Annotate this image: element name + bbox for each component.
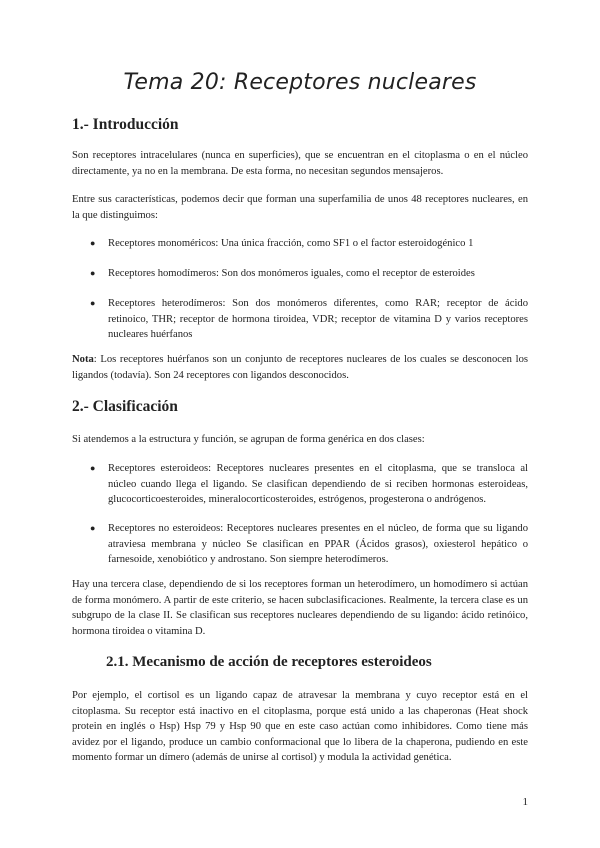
note-paragraph bbox=[72, 352, 528, 383]
list-item bbox=[90, 521, 528, 568]
bullet-icon: ● bbox=[90, 298, 96, 308]
section-heading-introduccion: 1.- Introducción bbox=[72, 116, 179, 133]
bullet-icon: ● bbox=[90, 268, 96, 278]
paragraph-intro-1: Son receptores intracelulares (nunca en superficies), que se encuentran en el citoplasma o en el núcleo directamente, ya no en la membrana. De esta forma, no necesitan segundos mensajeros. bbox=[72, 150, 528, 177]
paragraph-intro-2: Entre sus características, podemos decir que forman una superfamilia de unos 48 receptores nucleares, en la que distinguimos: bbox=[72, 194, 528, 221]
bullet-icon: ● bbox=[90, 238, 96, 248]
list-item bbox=[90, 461, 528, 508]
list-item bbox=[90, 266, 528, 282]
list-item bbox=[90, 236, 528, 252]
bullet-icon: ● bbox=[90, 463, 96, 473]
paragraph-mecanismo-1: Por ejemplo, el cortisol es un ligando capaz de atravesar la membrana y cuyo receptor está en el citoplasma. Su receptor está inactivo en el citoplasma, porque está unido a las chaperonas (Heat shock protein en inglés o Hsp) Hsp 79 y Hsp 90 que en este caso actúan como inhibidores. Como tiene más avidez por el ligando, produce un cambio conformacional que lo libera de la chaperona, pudiendo en este momento formar un dímero (además de unirse al cortisol) y modula la actividad genética. bbox=[72, 690, 528, 764]
list-item-text: Receptores no esteroideos: Receptores nucleares presentes en el núcleo, de forma que su ligando atraviesa membrana y núcleo Se clasifican en PPAR (Ácidos grasos), oxiesterol hepático o farnesoide, xenobiótico y androstano. Son siempre heterodímeros. bbox=[108, 523, 528, 566]
list-item-text: Receptores heterodímeros: Son dos monómeros diferentes, como RAR; receptor de ácido retinoico, THR; receptor de hormona tiroidea, VDR; receptor de vitamina D y varios receptores nucleares huérfanos bbox=[108, 298, 528, 341]
paragraph-clasificacion-2: Hay una tercera clase, dependiendo de si los receptores forman un heterodímero, un homodímero si actúan de forma monómero. A partir de este criterio, se hacen subclasificaciones. Realmente, la tercera clase es un subgrupo de la clase II. Se clasifican sus receptores nucleares dependiendo de su ligando: ácido retinóico, hormona tiroidea o vitamina D. bbox=[72, 579, 528, 637]
page-number: 1 bbox=[522, 796, 528, 808]
page-title: Tema 20: Receptores nucleares bbox=[123, 70, 477, 95]
list-item bbox=[90, 296, 528, 343]
bullet-icon: ● bbox=[90, 523, 96, 533]
section-heading-clasificacion: 2.- Clasificación bbox=[72, 398, 178, 415]
list-item-text: Receptores esteroideos: Receptores nucleares presentes en el citoplasma, que se transloca al núcleo cuando llega el ligando. Se clasifican dependiendo de si reciben hormonas esteroideas, glucocorticoesteroides, mineralocorticosteroides, estrógenos, progesterona o andrógenos. bbox=[108, 463, 528, 506]
note-label: Nota bbox=[72, 354, 94, 365]
list-item-text: Receptores monoméricos: Una única fracción, como SF1 o el factor esteroidogénico 1 bbox=[108, 238, 474, 249]
subsection-heading-mecanismo: 2.1. Mecanismo de acción de receptores esteroideos bbox=[106, 654, 432, 670]
note-text: : Los receptores huérfanos son un conjunto de receptores nucleares de los cuales se desconocen los ligandos (todavía). Son 24 receptores con ligandos desconocidos. bbox=[72, 354, 528, 381]
paragraph-clasificacion-1: Si atendemos a la estructura y función, se agrupan de forma genérica en dos clases: bbox=[72, 434, 425, 445]
list-item-text: Receptores homodímeros: Son dos monómeros iguales, como el receptor de esteroides bbox=[108, 268, 475, 279]
